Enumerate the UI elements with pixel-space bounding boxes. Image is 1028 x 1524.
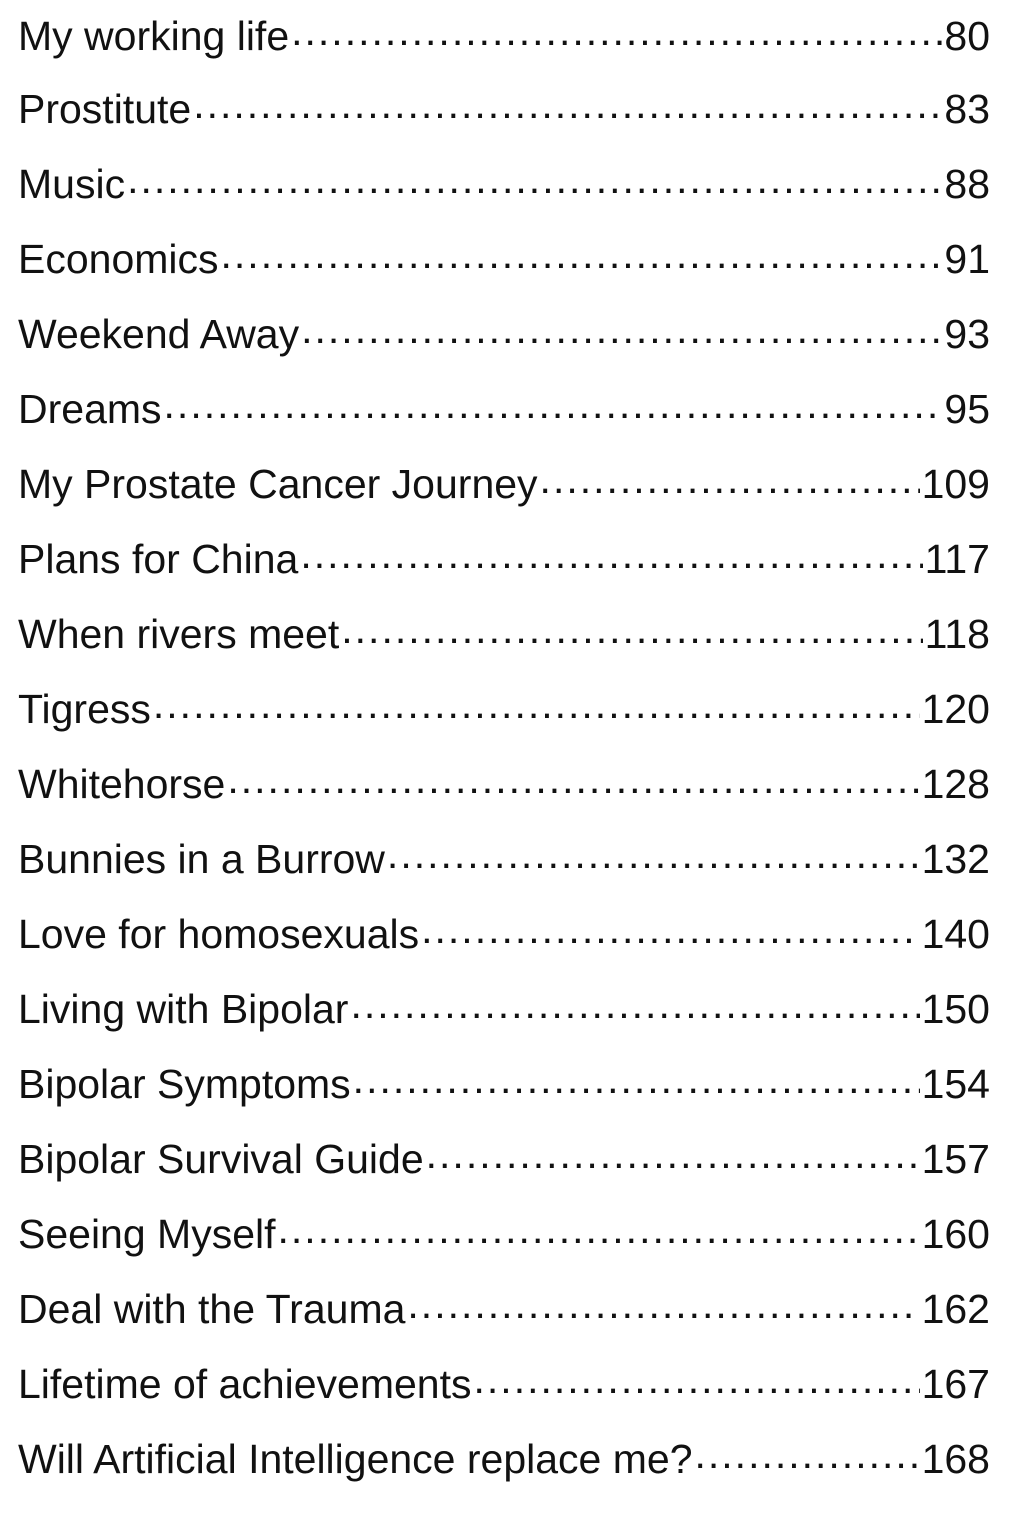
toc-entry[interactable] — [18, 1197, 990, 1272]
dot-leader — [127, 157, 942, 198]
toc-entry[interactable] — [18, 672, 990, 747]
toc-entry[interactable] — [18, 597, 990, 672]
dot-leader — [291, 9, 942, 50]
entry-page-number: 118 — [924, 611, 990, 657]
entry-title: When rivers meet — [18, 611, 340, 657]
entry-title: Living with Bipolar — [18, 986, 349, 1032]
toc-entry[interactable] — [18, 972, 990, 1047]
dot-leader — [407, 1282, 919, 1323]
toc-entry[interactable] — [18, 522, 990, 597]
toc-entry[interactable] — [18, 747, 990, 822]
entry-page-number: 88 — [944, 161, 990, 207]
toc-entry[interactable] — [18, 1422, 990, 1497]
entry-title: Bunnies in a Burrow — [18, 836, 385, 882]
entry-title: Deal with the Trauma — [18, 1286, 406, 1332]
entry-page-number: 132 — [921, 836, 990, 882]
entry-page-number: 93 — [944, 311, 990, 357]
toc-entry[interactable] — [18, 822, 990, 897]
entry-page-number: 140 — [921, 911, 990, 957]
entry-title: Will Artificial Intelligence replace me? — [18, 1436, 693, 1482]
entry-title: My working life — [18, 13, 290, 59]
table-of-contents — [18, 0, 990, 1497]
toc-entry[interactable] — [18, 72, 990, 147]
toc-entry[interactable] — [18, 1122, 990, 1197]
dot-leader — [278, 1207, 920, 1248]
entry-title: Seeing Myself — [18, 1211, 276, 1257]
entry-title: Economics — [18, 236, 219, 282]
dot-leader — [421, 907, 919, 948]
entry-title: Love for homosexuals — [18, 911, 420, 957]
entry-page-number: 162 — [921, 1286, 990, 1332]
toc-entry[interactable] — [18, 1047, 990, 1122]
dot-leader — [350, 982, 919, 1023]
entry-page-number: 109 — [921, 461, 990, 507]
dot-leader — [227, 757, 919, 798]
entry-page-number: 117 — [924, 536, 990, 582]
toc-entry[interactable] — [18, 372, 990, 447]
dot-leader — [474, 1357, 920, 1398]
entry-title: Dreams — [18, 386, 162, 432]
dot-leader — [387, 832, 920, 873]
toc-entry[interactable] — [18, 222, 990, 297]
entry-page-number: 83 — [944, 86, 990, 132]
entry-title: Lifetime of achievements — [18, 1361, 472, 1407]
entry-page-number: 154 — [921, 1061, 990, 1107]
dot-leader — [540, 457, 920, 498]
entry-page-number: 80 — [944, 13, 990, 59]
entry-title: Tigress — [18, 686, 151, 732]
entry-title: Weekend Away — [18, 311, 300, 357]
dot-leader — [300, 532, 922, 573]
entry-page-number: 95 — [944, 386, 990, 432]
entry-page-number: 168 — [921, 1436, 990, 1482]
entry-title: Music — [18, 161, 126, 207]
toc-entry[interactable] — [18, 297, 990, 372]
entry-title: My Prostate Cancer Journey — [18, 461, 538, 507]
dot-leader — [301, 307, 942, 348]
toc-entry[interactable] — [18, 1347, 990, 1422]
dot-leader — [221, 232, 943, 273]
dot-leader — [193, 82, 942, 123]
toc-entry[interactable] — [18, 147, 990, 222]
dot-leader — [426, 1132, 920, 1173]
entry-page-number: 91 — [944, 236, 990, 282]
entry-page-number: 167 — [921, 1361, 990, 1407]
entry-title: Whitehorse — [18, 761, 226, 807]
entry-title: Plans for China — [18, 536, 299, 582]
entry-page-number: 157 — [921, 1136, 990, 1182]
dot-leader — [153, 682, 920, 723]
dot-leader — [695, 1432, 920, 1473]
dot-leader — [164, 382, 943, 423]
entry-page-number: 128 — [921, 761, 990, 807]
toc-entry[interactable] — [18, 897, 990, 972]
dot-leader — [341, 607, 922, 648]
entry-title: Prostitute — [18, 86, 192, 132]
entry-page-number: 160 — [921, 1211, 990, 1257]
toc-entry[interactable] — [18, 1272, 990, 1347]
entry-page-number: 120 — [921, 686, 990, 732]
entry-page-number: 150 — [921, 986, 990, 1032]
toc-entry[interactable] — [18, 447, 990, 522]
entry-title: Bipolar Symptoms — [18, 1061, 351, 1107]
dot-leader — [353, 1057, 920, 1098]
toc-entry[interactable] — [18, 0, 990, 72]
entry-title: Bipolar Survival Guide — [18, 1136, 424, 1182]
